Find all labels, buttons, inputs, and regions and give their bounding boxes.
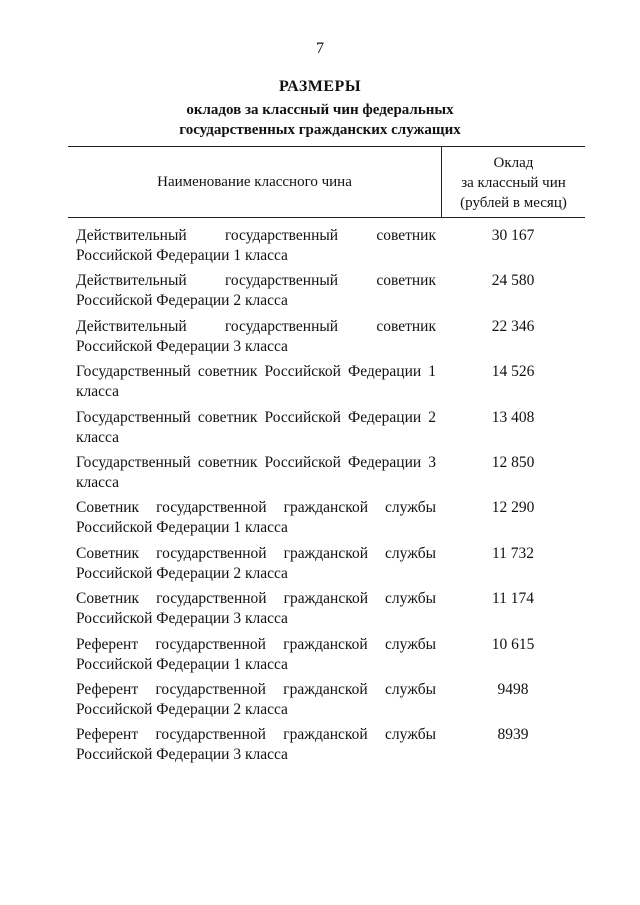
salary-table [68, 146, 585, 771]
table-row [68, 589, 585, 634]
header-salary-line-2: за классный чин [461, 175, 566, 191]
rank-name-cell: Референт государственной гражданской службы Российской Федерации 3 класса [76, 726, 436, 764]
salary-value-cell: 10 615 [491, 635, 535, 653]
subtitle-line-2: государственных гражданских служащих [179, 122, 461, 138]
salary-value-cell: 9498 [497, 680, 529, 698]
salary-value-cell: 8939 [497, 726, 529, 744]
document-title: РАЗМЕРЫ [278, 78, 362, 95]
salary-value-cell: 30 167 [491, 227, 535, 244]
rank-name-cell: Действительный государственный советник Российской Федерации 3 класса [76, 317, 436, 355]
header-salary-column [442, 147, 585, 217]
table-row [68, 680, 585, 725]
rank-name-cell: Действительный государственный советник Российской Федерации 2 класса [76, 272, 436, 310]
salary-value-cell: 22 346 [491, 317, 535, 335]
table-row [68, 408, 585, 453]
rank-name-cell: Советник государственной гражданской службы Российской Федерации 3 класса [76, 590, 436, 628]
table-row [68, 226, 585, 271]
table-body [68, 218, 585, 771]
salary-value-cell: 24 580 [491, 272, 535, 290]
table-row [68, 362, 585, 407]
table-row [68, 271, 585, 316]
salary-value-cell: 12 850 [491, 453, 535, 471]
table-header [68, 146, 585, 218]
document-subtitle [0, 100, 640, 140]
rank-name-cell: Государственный советник Российской Федерации 1 класса [76, 363, 436, 401]
salary-value-cell: 13 408 [491, 408, 535, 426]
table-row [68, 317, 585, 362]
subtitle-line-1: окладов за классный чин федеральных [186, 102, 454, 118]
rank-name-cell: Референт государственной гражданской службы Российской Федерации 1 класса [76, 635, 436, 673]
rank-name-cell: Государственный советник Российской Федерации 2 класса [76, 408, 436, 446]
header-salary-line-1: Оклад [493, 155, 534, 171]
table-row [68, 544, 585, 589]
rank-name-cell: Референт государственной гражданской службы Российской Федерации 2 класса [76, 680, 436, 718]
salary-value-cell: 12 290 [491, 499, 535, 517]
header-salary-line-3: (рублей в месяц) [460, 195, 567, 211]
rank-name-cell: Советник государственной гражданской службы Российской Федерации 2 класса [76, 544, 436, 582]
rank-name-cell: Советник государственной гражданской службы Российской Федерации 1 класса [76, 499, 436, 537]
salary-value-cell: 11 174 [491, 590, 535, 608]
rank-name-cell: Государственный советник Российской Федерации 3 класса [76, 453, 436, 491]
salary-value-cell: 11 732 [491, 544, 535, 562]
header-name-column: Наименование классного чина [68, 147, 442, 217]
table-row [68, 725, 585, 770]
table-row [68, 498, 585, 543]
rank-name-cell: Действительный государственный советник Российской Федерации 1 класса [76, 227, 436, 264]
table-row [68, 635, 585, 680]
salary-value-cell: 14 526 [491, 363, 535, 381]
table-row [68, 453, 585, 498]
page-number: 7 [316, 40, 324, 57]
